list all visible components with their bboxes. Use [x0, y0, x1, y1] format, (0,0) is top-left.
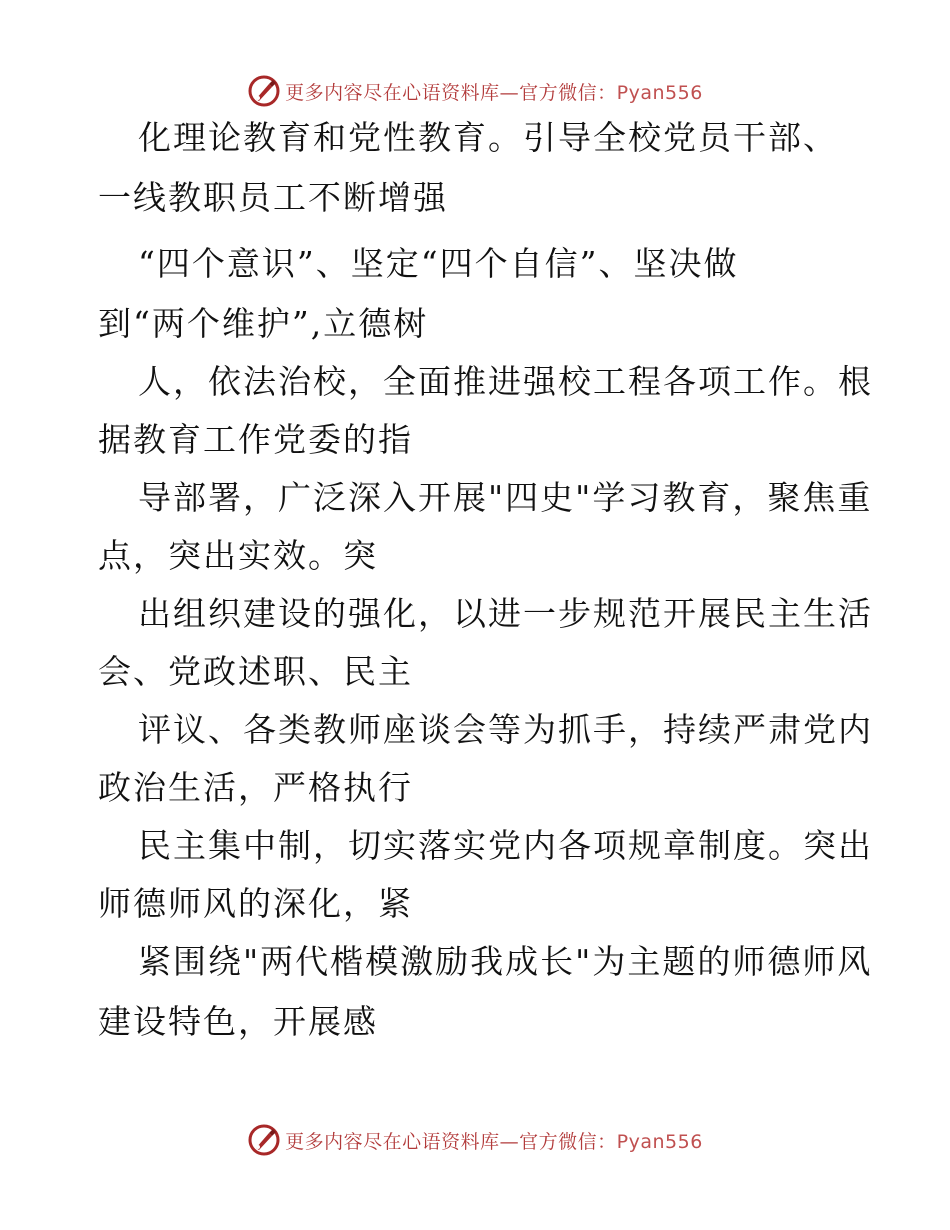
text-line: 据教育工作党委的指 — [98, 420, 413, 459]
pen-logo-icon — [247, 74, 281, 108]
text-line: 评议、各类教师座谈会等为抓手，持续严肃党内 — [138, 710, 873, 749]
text-line: 一线教职员工不断增强 — [98, 178, 448, 217]
text-line: 民主集中制，切实落实党内各项规章制度。突出 — [138, 826, 873, 865]
text-line: 化理论教育和党性教育。引导全校党员干部、 — [138, 118, 838, 157]
text-line: 人，依法治校，全面推进强校工程各项工作。根 — [138, 362, 873, 401]
watermark-account: Pyan556 — [616, 81, 703, 104]
text-line: 建设特色，开展感 — [98, 1002, 378, 1041]
watermark-account: Pyan556 — [616, 1130, 703, 1153]
text-line: 紧围绕"两代楷模激励我成长"为主题的师德师风 — [138, 942, 873, 981]
pen-logo-icon — [247, 1123, 281, 1157]
text-line: 师德师风的深化，紧 — [98, 884, 413, 923]
text-line: 到“两个维护”,立德树 — [98, 304, 429, 343]
watermark-text: 更多内容尽在心语资料库—官方微信：Pyan556 — [285, 1130, 703, 1153]
text-line: 会、党政述职、民主 — [98, 652, 413, 691]
text-line: 导部署，广泛深入开展"四史"学习教育，聚焦重 — [138, 478, 873, 517]
watermark-text: 更多内容尽在心语资料库—官方微信：Pyan556 — [285, 81, 703, 104]
footer-watermark — [0, 1120, 950, 1160]
text-line: 出组织建设的强化，以进一步规范开展民主生活 — [138, 594, 873, 633]
text-line: “四个意识”、坚定“四个自信”、坚决做 — [138, 244, 739, 283]
header-watermark — [0, 71, 950, 111]
text-line: 政治生活，严格执行 — [98, 768, 413, 807]
text-line: 点，突出实效。突 — [98, 536, 378, 575]
